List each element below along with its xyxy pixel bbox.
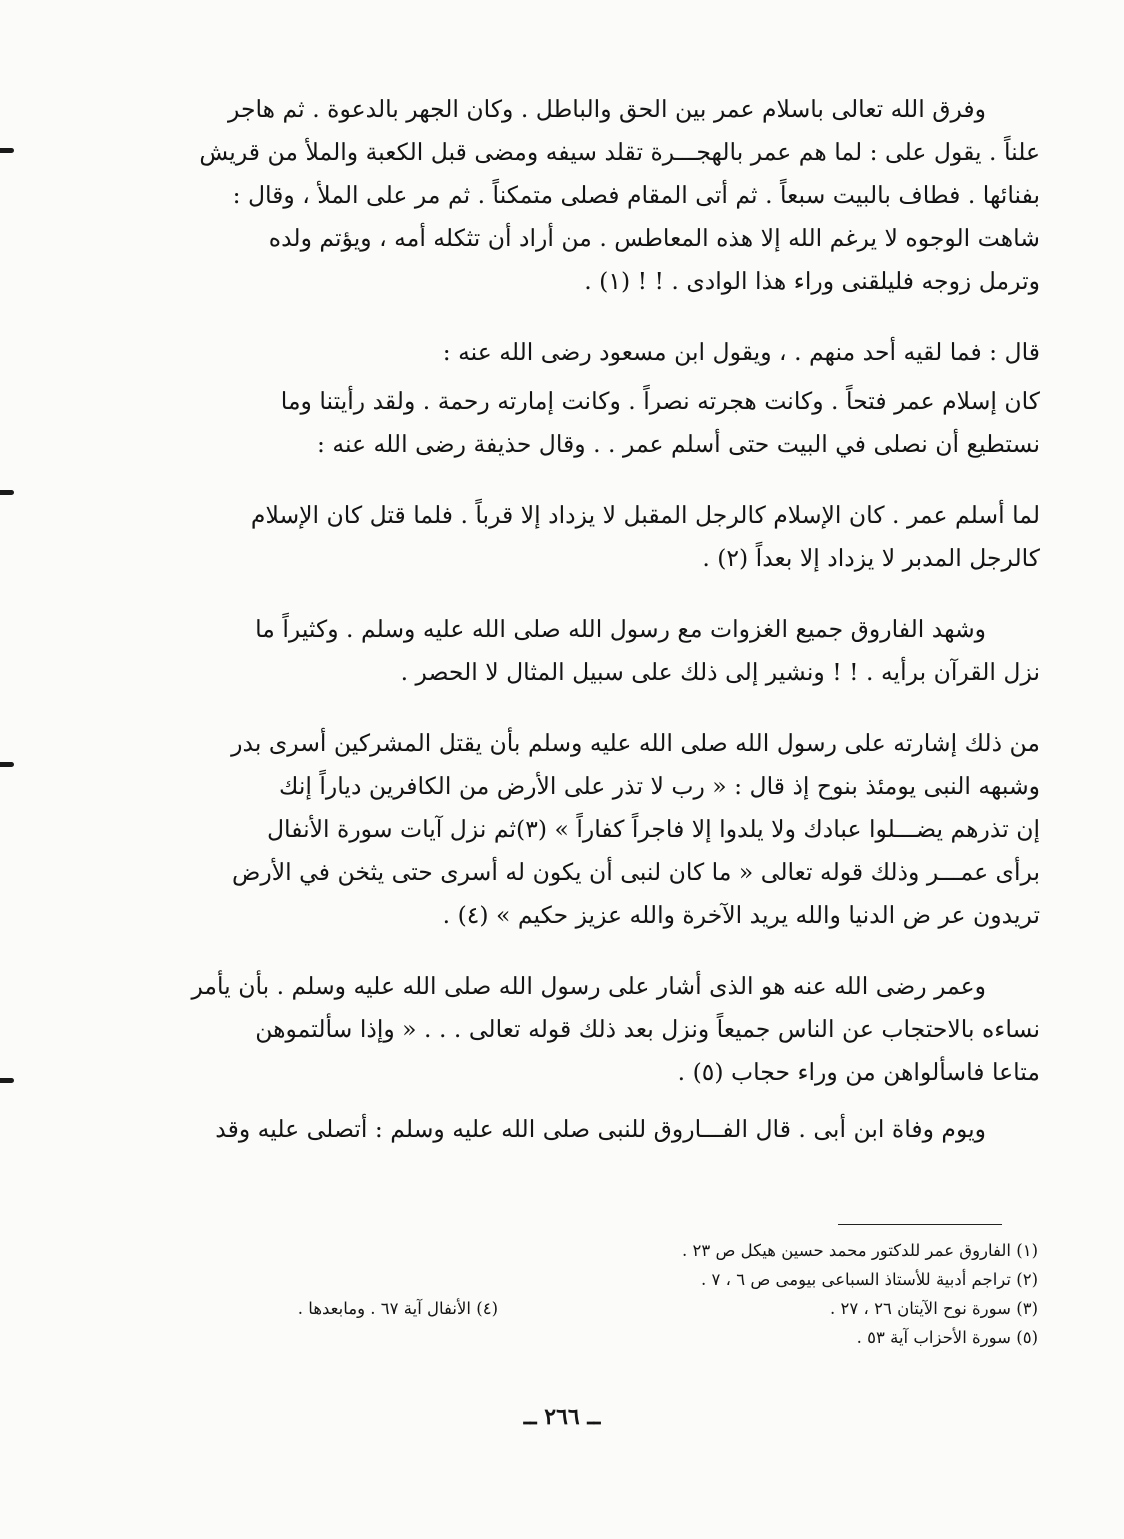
text-line: نستطيع أن نصلى في البيت حتى أسلم عمر . . وقال حذيفة رضى الله عنه : xyxy=(316,430,1040,458)
footnotes xyxy=(130,1236,1038,1352)
text-line: برأى عمـــر وذلك قوله تعالى « ما كان لنبى أن يكون له أسرى حتى يثخن في الأرض xyxy=(232,858,1040,886)
footnote-3: (٣) سورة نوح الآيتان ٢٦ ، ٢٧ . xyxy=(830,1299,1038,1318)
text-line: علناً . يقول على : لما هم عمر بالهجـــرة تقلد سيفه ومضى قبل الكعبة والملأ من قريش xyxy=(199,138,1040,166)
scan-edge-mark xyxy=(0,148,14,153)
text-line: نزل القرآن برأيه . ! ! ونشير إلى ذلك على سبيل المثال لا الحصر . xyxy=(400,658,1040,686)
text-line: قال : فما لقيه أحد منهم . ، ويقول ابن مسعود رضى الله عنه : xyxy=(442,338,1040,366)
main-text xyxy=(128,88,1040,1179)
paragraph-hijab xyxy=(128,965,1040,1094)
text-line: وشبهه النبى يومئذ بنوح إذ قال : « رب لا تذر على الأرض من الكافرين دياراً إنك xyxy=(279,772,1040,800)
text-line: من ذلك إشارته على رسول الله صلى الله عليه وسلم بأن يقتل المشركين أسرى بدر xyxy=(231,729,1040,757)
text-line: وشهد الفاروق جميع الغزوات مع رسول الله صلى الله عليه وسلم . وكثيراً ما xyxy=(255,615,986,643)
text-line: تريدون عر ض الدنيا والله يريد الآخرة والله عزيز حكيم » (٤) . xyxy=(442,901,1040,929)
text-line: متاعا فاسألواهن من وراء حجاب (٥) . xyxy=(677,1058,1040,1086)
footnote-separator xyxy=(838,1224,1002,1225)
paragraph-ibn-masud-intro xyxy=(128,331,1040,374)
footnote-row xyxy=(130,1265,1038,1294)
paragraph-hudhayfa-quote xyxy=(128,494,1040,580)
footnote-2: (٢) تراجم أدبية للأستاذ السباعى بيومى ص ٦ ، ٧ . xyxy=(701,1270,1038,1289)
text-line: شاهت الوجوه لا يرغم الله إلا هذه المعاطس . من أراد أن تثكله أمه ، ويؤتم ولده xyxy=(268,224,1040,252)
text-line: إن تذرهم يضـــلوا عبادك ولا يلدوا إلا فاجراً كفاراً » (٣)ثم نزل آيات سورة الأنفال xyxy=(266,815,1040,843)
paragraph-ibn-ubayy xyxy=(128,1108,1040,1151)
footnote-row xyxy=(130,1236,1038,1265)
footnote-4: (٤) الأنفال آية ٦٧ . ومابعدها . xyxy=(297,1299,498,1318)
text-line: وترمل زوجه فليلقنى وراء هذا الوادى . ! ! (١) . xyxy=(584,267,1040,295)
text-line: لما أسلم عمر . كان الإسلام كالرجل المقبل لا يزداد إلا قرباً . فلما قتل كان الإسلام xyxy=(250,501,1040,529)
paragraph-umar-conversion xyxy=(128,88,1040,303)
paragraph-battles xyxy=(128,608,1040,694)
scan-edge-mark xyxy=(0,762,14,767)
footnote-row xyxy=(130,1294,1038,1323)
scan-edge-mark xyxy=(0,490,14,495)
text-line: بفنائها . فطاف بالبيت سبعاً . ثم أتى المقام فصلى متمكناً . ثم مر على الملأ ، وقال : xyxy=(232,181,1040,209)
page-number: ــ ٢٦٦ ــ xyxy=(523,1404,601,1430)
text-line: كالرجل المدبر لا يزداد إلا بعداً (٢) . xyxy=(702,544,1040,572)
text-line: ويوم وفاة ابن أبى . قال الفـــاروق للنبى صلى الله عليه وسلم : أتصلى عليه وقد xyxy=(215,1115,986,1143)
footnote-5: (٥) سورة الأحزاب آية ٥٣ . xyxy=(856,1328,1038,1347)
paragraph-badr-captives xyxy=(128,722,1040,937)
footnote-row xyxy=(130,1323,1038,1352)
text-line: كان إسلام عمر فتحاً . وكانت هجرته نصراً . وكانت إمارته رحمة . ولقد رأيتنا وما xyxy=(280,387,1040,415)
text-line: وعمر رضى الله عنه هو الذى أشار على رسول الله صلى الله عليه وسلم . بأن يأمر xyxy=(191,972,986,1000)
paragraph-ibn-masud-quote xyxy=(128,380,1040,466)
footnote-1: (١) الفاروق عمر للدكتور محمد حسين هيكل ص ٢٣ . xyxy=(681,1241,1038,1260)
text-line: وفرق الله تعالى باسلام عمر بين الحق والباطل . وكان الجهر بالدعوة . ثم هاجر xyxy=(228,95,986,123)
text-line: نساءه بالاحتجاب عن الناس جميعاً ونزل بعد ذلك قوله تعالى . . . « وإذا سألتموهن xyxy=(255,1015,1040,1043)
scan-edge-mark xyxy=(0,1078,14,1083)
